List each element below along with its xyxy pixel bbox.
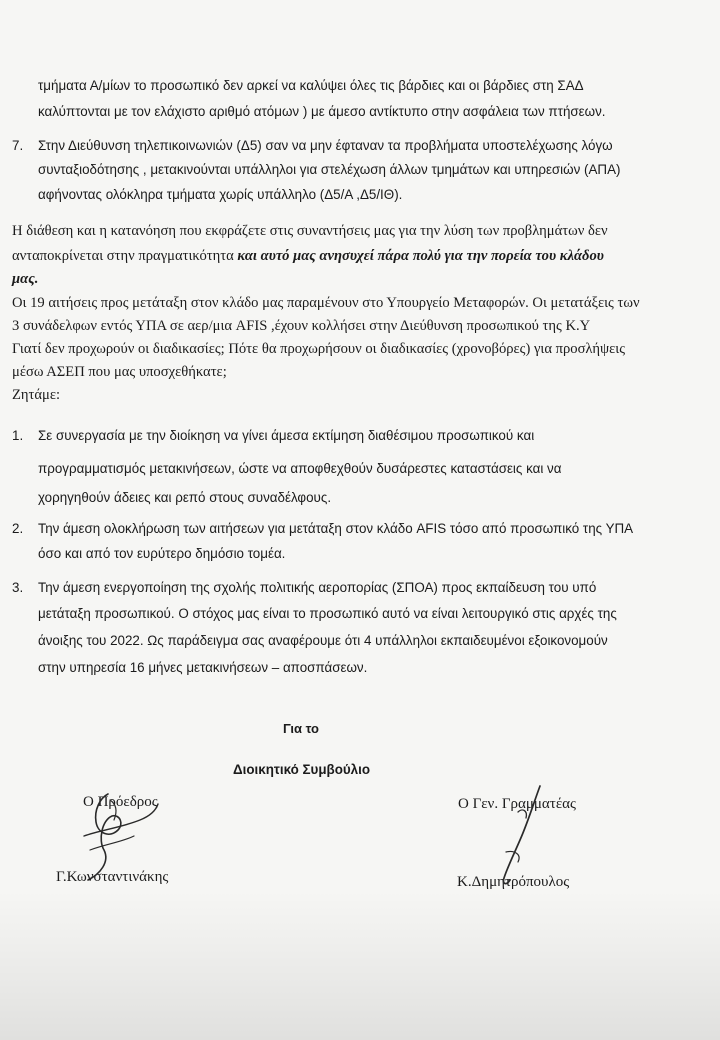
disposition-line-1: Η διάθεση και η κατανόηση που εκφράζετε στις συναντήσεις μας για την λύση των προβλημάτων δεν [12, 223, 608, 239]
disposition-bold-text: και αυτό μας ανησυχεί πάρα πολύ για την πορεία του κλάδου [237, 248, 604, 264]
demand3-line-3: άνοιξης του 2022. Ως παράδειγμα σας αναφέρουμε ότι 4 υπάλληλοι εκπαιδευμένοι εξοικονομούν [38, 633, 608, 648]
president-name: Γ.Κωνσταντινάκης [56, 869, 169, 885]
secretary-name: Κ.Δημητρόπουλος [457, 874, 570, 890]
demand2-line-1: Την άμεση ολοκλήρωση των αιτήσεων για μετάταξη στον κλάδο AFIS τόσο από προσωπικό της ΥΠΑ [38, 521, 634, 536]
demand3-line-2: μετάταξη προσωπικού. Ο στόχος μας είναι το προσωπικό αυτό να είναι λειτουργικό στις αρχές της [38, 606, 617, 621]
demand2-number: 2. [12, 521, 24, 536]
item7-line-2: συνταξιοδότησης , μετακινούνται υπάλληλοι για στελέχωση άλλων τμημάτων και υπηρεσιών (ΑΠΑ) [38, 162, 621, 177]
demand2-line-2: όσο και από τον ευρύτερο δημόσιο τομέα. [38, 546, 286, 561]
disposition-line-2 [12, 249, 604, 264]
item6-line-1: τμήματα Α/μίων το προσωπικό δεν αρκεί να καλύψει όλες τις βάρδιες και οι βάρδιες στη ΣΑΔ [38, 78, 584, 93]
demand3-line-1: Την άμεση ενεργοποίηση της σχολής πολιτικής αεροπορίας (ΣΠΟΑ) προς εκπαίδευση του υπό [38, 580, 597, 595]
demands-heading: Ζητάμε: [12, 387, 61, 403]
transfers-line-2: 3 συνάδελφων εντός ΥΠΑ σε αερ/μια AFIS ,έχουν κολλήσει στην Διεύθυνση προσωπικού της Κ.Υ [12, 318, 591, 334]
item7-line-3: αφήνοντας ολόκληρα τμήματα χωρίς υπάλληλο (Δ5/Α ,Δ5/ΙΘ). [38, 187, 403, 202]
demand1-line-1: Σε συνεργασία με την διοίκηση να γίνει άμεσα εκτίμηση διαθέσιμου προσωπικού και [38, 428, 535, 443]
disposition-line-3: μας. [12, 271, 39, 287]
transfers-line-4: μέσω ΑΣΕΠ που μας υποσχεθήκατε; [12, 364, 227, 380]
president-title: Ο Πρόεδρος [83, 794, 158, 810]
demand3-number: 3. [12, 580, 24, 595]
demand1-line-2: προγραμματισμός μετακινήσεων, ώστε να αποφθεχθούν δυσάρεστες καταστάσεις και να [38, 461, 562, 476]
demand1-line-3: χορηγηθούν άδειες και ρεπό στους συναδέλφους. [38, 490, 332, 505]
transfers-line-1: Οι 19 αιτήσεις προς μετάταξη στον κλάδο μας παραμένουν στο Υπουργείο Μεταφορών. Οι μετατάξεις των [12, 295, 640, 311]
transfers-line-3: Γιατί δεν προχωρούν οι διαδικασίες; Πότε θα προχωρήσουν οι διαδικασίες (χρονοβόρες) για προσλήψεις [12, 341, 625, 357]
demand1-number: 1. [12, 428, 24, 443]
disposition-plain-text: ανταποκρίνεται στην πραγματικότητα [12, 248, 238, 264]
photo-shadow [0, 890, 720, 1040]
item6-line-2: καλύπτονται με τον ελάχιστο αριθμό ατόμων ) με άμεσο αντίκτυπο στην ασφάλεια των πτήσεων. [38, 104, 606, 119]
closing-board: Διοικητικό Συμβούλιο [233, 762, 371, 777]
closing-for: Για το [283, 721, 319, 736]
secretary-title: Ο Γεν. Γραμματέας [458, 796, 576, 812]
demand3-line-4: στην υπηρεσία 16 μήνες μετακινήσεων – αποσπάσεων. [38, 660, 368, 675]
item7-line-1: Στην Διεύθυνση τηλεπικοινωνιών (Δ5) σαν να μην έφταναν τα προβλήματα υποστελέχωσης λόγω [38, 138, 613, 153]
item7-number: 7. [12, 138, 24, 153]
